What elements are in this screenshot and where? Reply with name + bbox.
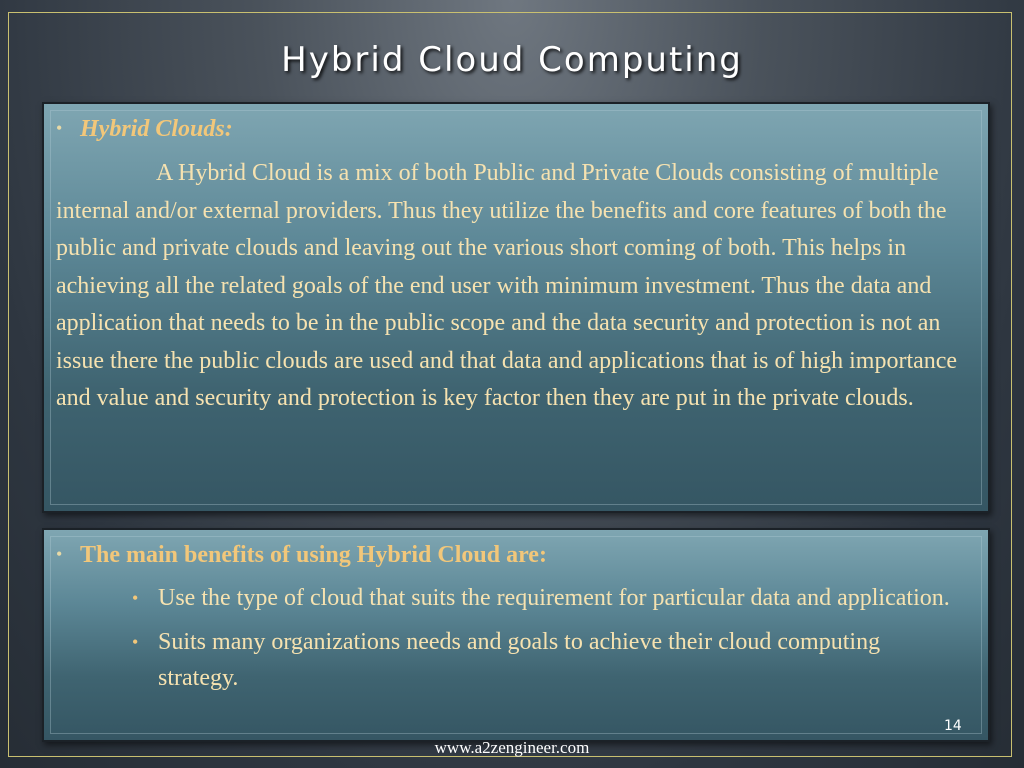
benefits-heading-line — [56, 536, 547, 574]
benefits-panel — [42, 528, 990, 742]
benefits-heading: The main benefits of using Hybrid Cloud are: — [80, 542, 547, 568]
hybrid-clouds-heading-line — [56, 110, 233, 148]
footer-url: www.a2zengineer.com — [434, 738, 590, 757]
hybrid-clouds-panel — [42, 102, 990, 513]
benefit-text: Use the type of cloud that suits the requirement for particular data and application. — [158, 585, 950, 611]
benefits-list — [132, 580, 952, 704]
hybrid-clouds-description: A Hybrid Cloud is a mix of both Public and Private Clouds consisting of multiple internal and/or external providers. Thus they utilize the benefits and core features of both the public and private clouds and leaving out the various short coming of both. This helps in achieving all the related goals of the end user with minimum investment. Thus the data and application that needs to be in the public scope and the data security and protection is not an issue there the public clouds are used and that data and applications that is of high importance and value and security and protection is key factor then they are put in the private clouds. — [56, 160, 958, 411]
bullet-icon: • — [56, 544, 63, 564]
hybrid-clouds-heading: Hybrid Clouds: — [80, 116, 233, 142]
bullet-icon: • — [56, 118, 63, 138]
list-item — [132, 580, 952, 616]
slide-title: Hybrid Cloud Computing — [281, 40, 743, 80]
page-number: 14 — [944, 718, 962, 734]
list-item — [132, 624, 952, 696]
bullet-icon: • — [132, 632, 139, 652]
benefit-text: Suits many organizations needs and goals to achieve their cloud computing strategy. — [158, 629, 881, 691]
bullet-icon: • — [132, 588, 139, 608]
